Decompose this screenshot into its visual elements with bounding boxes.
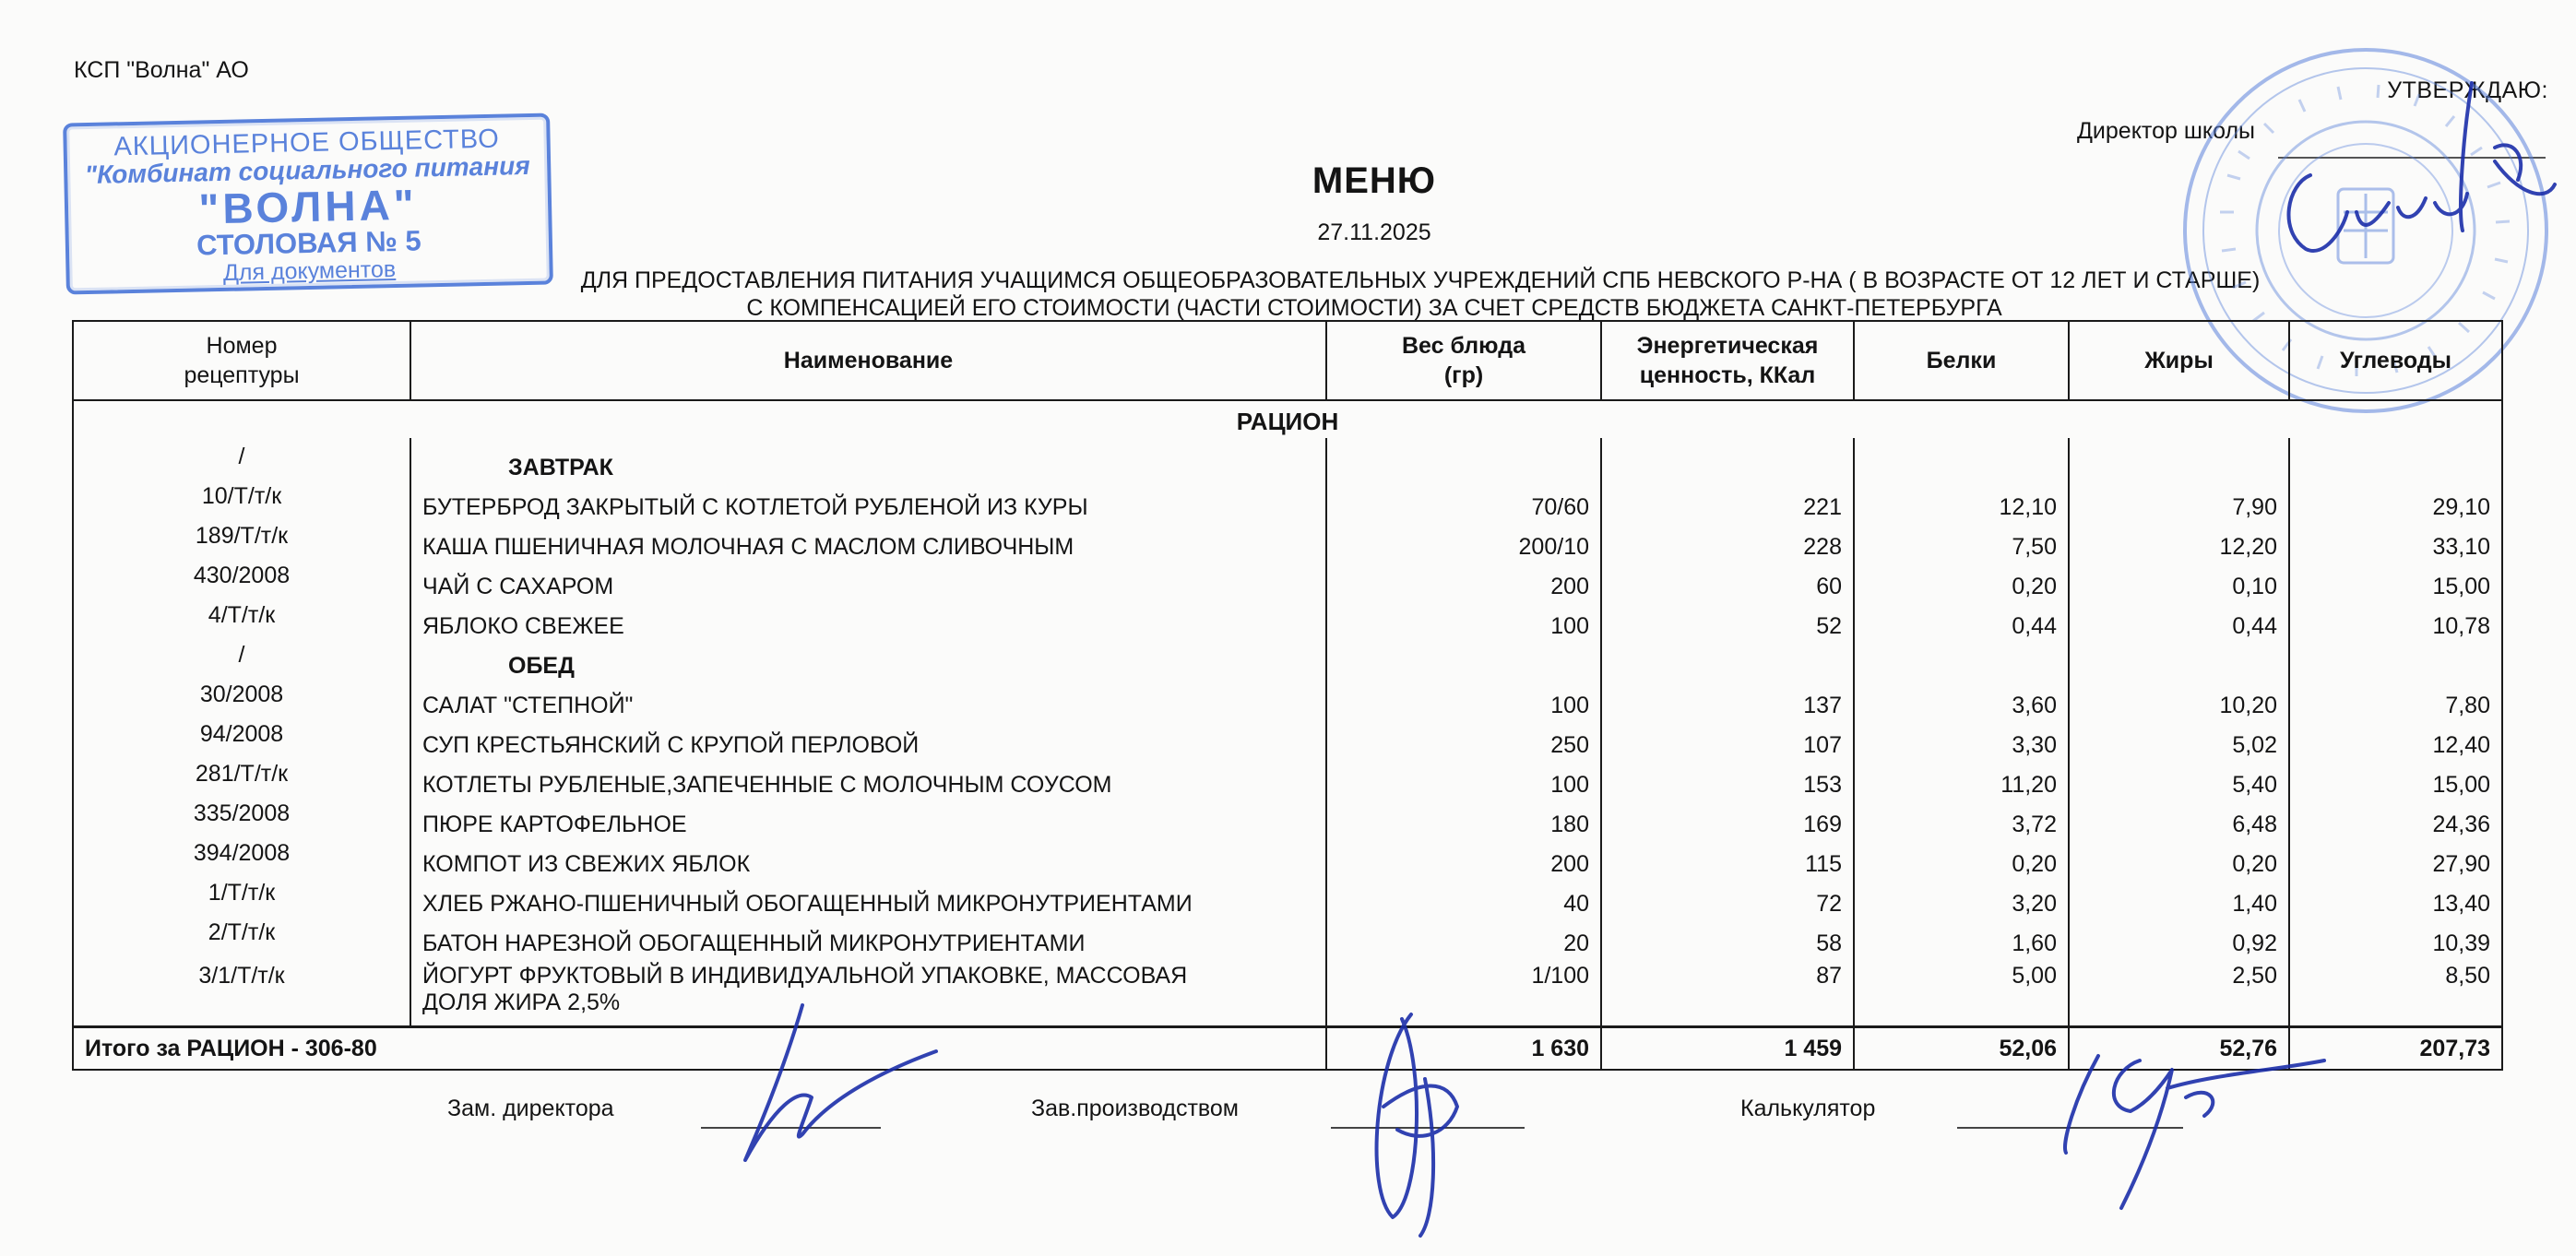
dish-fats: 0,10 xyxy=(2069,563,2289,602)
meal-heading: ОБЕД xyxy=(410,642,1326,681)
dish-energy: 58 xyxy=(1601,919,1854,959)
recipe-code: 335/2008 xyxy=(73,800,410,840)
calculator-label: Калькулятор xyxy=(1740,1096,1876,1121)
stamp-line-1: АКЦИОНЕРНОЕ ОБЩЕСТВО xyxy=(113,124,501,162)
table-row xyxy=(73,880,2502,919)
subtitle-line-1: ДЛЯ ПРЕДОСТАВЛЕНИЯ ПИТАНИЯ УЧАЩИМСЯ ОБЩЕОБРАЗОВАТЕЛЬНЫХ УЧРЕЖДЕНИЙ СПБ НЕВСКОГО Р-НА ( В ВОЗРАСТЕ ОТ 12 ЛЕТ И СТАРШЕ) xyxy=(580,267,2261,293)
dish-weight: 250 xyxy=(1326,721,1601,761)
dish-energy: 137 xyxy=(1601,681,1854,721)
dish-weight: 100 xyxy=(1326,602,1601,642)
stamp-line-3: "ВОЛНА" xyxy=(198,180,419,233)
total-energy: 1 459 xyxy=(1601,1027,1854,1071)
dish-weight: 20 xyxy=(1326,919,1601,959)
subtitle-line-2: С КОМПЕНСАЦИЕЙ ЕГО СТОИМОСТИ (ЧАСТИ СТОИМОСТИ) ЗА СЧЕТ СРЕДСТВ БЮДЖЕТА САНКТ-ПЕТЕРБУРГА xyxy=(746,295,2002,321)
dish-fats: 5,40 xyxy=(2069,761,2289,800)
recipe-code: 4/Т/т/к xyxy=(73,602,410,642)
dish-name: ЙОГУРТ ФРУКТОВЫЙ В ИНДИВИДУАЛЬНОЙ УПАКОВКЕ, МАССОВАЯ ДОЛЯ ЖИРА 2,5% xyxy=(410,959,1326,1027)
dish-name: ЧАЙ С САХАРОМ xyxy=(410,563,1326,602)
total-proteins: 52,06 xyxy=(1854,1027,2069,1071)
dish-carbs: 8,50 xyxy=(2289,959,2502,1027)
table-row xyxy=(73,840,2502,880)
dish-proteins: 5,00 xyxy=(1854,959,2069,1027)
director-label: Директор школы xyxy=(2077,118,2256,144)
menu-table xyxy=(72,320,2503,1071)
dish-energy: 107 xyxy=(1601,721,1854,761)
dish-fats: 7,90 xyxy=(2069,483,2289,523)
recipe-code: 1/Т/т/к xyxy=(73,880,410,919)
table-row xyxy=(73,563,2502,602)
dish-name: КАША ПШЕНИЧНАЯ МОЛОЧНАЯ С МАСЛОМ СЛИВОЧНЫМ xyxy=(410,523,1326,563)
dish-name: СУП КРЕСТЬЯНСКИЙ С КРУПОЙ ПЕРЛОВОЙ xyxy=(410,721,1326,761)
total-row xyxy=(73,1027,2502,1071)
dish-weight: 1/100 xyxy=(1326,959,1601,1027)
table-row xyxy=(73,483,2502,523)
dish-carbs: 15,00 xyxy=(2289,563,2502,602)
column-header-energy: Энергетическая ценность, ККал xyxy=(1601,321,1854,400)
recipe-code: 430/2008 xyxy=(73,563,410,602)
column-header-fats: Жиры xyxy=(2069,321,2289,400)
table-row xyxy=(73,800,2502,840)
dish-carbs: 13,40 xyxy=(2289,880,2502,919)
dish-proteins: 12,10 xyxy=(1854,483,2069,523)
column-header-proteins: Белки xyxy=(1854,321,2069,400)
recipe-code: 30/2008 xyxy=(73,681,410,721)
dish-energy: 221 xyxy=(1601,483,1854,523)
dish-fats: 1,40 xyxy=(2069,880,2289,919)
stamp-line-5: Для документов xyxy=(222,255,397,286)
production-head-label: Зав.производством xyxy=(1031,1096,1239,1121)
dish-proteins: 3,60 xyxy=(1854,681,2069,721)
dish-carbs: 12,40 xyxy=(2289,721,2502,761)
dish-proteins: 3,20 xyxy=(1854,880,2069,919)
recipe-code: / xyxy=(73,642,410,681)
dish-energy: 115 xyxy=(1601,840,1854,880)
dish-name: ЯБЛОКО СВЕЖЕЕ xyxy=(410,602,1326,642)
dish-energy: 153 xyxy=(1601,761,1854,800)
total-carbs: 207,73 xyxy=(2289,1027,2502,1071)
column-header-recipe: Номер рецептуры xyxy=(73,321,410,400)
total-label: Итого за РАЦИОН - 306-80 xyxy=(73,1027,1326,1071)
table-row xyxy=(73,761,2502,800)
table-row xyxy=(73,721,2502,761)
recipe-code: 10/Т/т/к xyxy=(73,483,410,523)
menu-date: 27.11.2025 xyxy=(1317,219,1431,245)
dish-carbs: 10,78 xyxy=(2289,602,2502,642)
meal-heading-row xyxy=(73,438,2502,483)
dish-energy: 60 xyxy=(1601,563,1854,602)
recipe-code: 2/Т/т/к xyxy=(73,919,410,959)
deputy-director-label: Зам. директора xyxy=(447,1096,614,1121)
meal-heading: ЗАВТРАК xyxy=(410,438,1326,483)
dish-name: ПЮРЕ КАРТОФЕЛЬНОЕ xyxy=(410,800,1326,840)
dish-fats: 6,48 xyxy=(2069,800,2289,840)
dish-proteins: 1,60 xyxy=(1854,919,2069,959)
dish-weight: 200/10 xyxy=(1326,523,1601,563)
calculator-signature xyxy=(2065,1056,2324,1208)
total-fats: 52,76 xyxy=(2069,1027,2289,1071)
table-row xyxy=(73,959,2502,1027)
dish-weight: 200 xyxy=(1326,563,1601,602)
recipe-code: 281/Т/т/к xyxy=(73,761,410,800)
dish-name: БАТОН НАРЕЗНОЙ ОБОГАЩЕННЫЙ МИКРОНУТРИЕНТАМИ xyxy=(410,919,1326,959)
dish-name: БУТЕРБРОД ЗАКРЫТЫЙ С КОТЛЕТОЙ РУБЛЕНОЙ ИЗ КУРЫ xyxy=(410,483,1326,523)
column-header-weight: Вес блюда (гр) xyxy=(1326,321,1601,400)
dish-proteins: 7,50 xyxy=(1854,523,2069,563)
dish-proteins: 3,30 xyxy=(1854,721,2069,761)
column-header-carbs: Углеводы xyxy=(2289,321,2502,400)
recipe-code: / xyxy=(73,438,410,483)
dish-name: ХЛЕБ РЖАНО-ПШЕНИЧНЫЙ ОБОГАЩЕННЫЙ МИКРОНУТРИЕНТАМИ xyxy=(410,880,1326,919)
dish-weight: 70/60 xyxy=(1326,483,1601,523)
dish-fats: 10,20 xyxy=(2069,681,2289,721)
dish-name: КОМПОТ ИЗ СВЕЖИХ ЯБЛОК xyxy=(410,840,1326,880)
dish-fats: 5,02 xyxy=(2069,721,2289,761)
section-row xyxy=(73,400,2502,438)
table-row xyxy=(73,523,2502,563)
dish-carbs: 29,10 xyxy=(2289,483,2502,523)
dish-energy: 87 xyxy=(1601,959,1854,1027)
dish-proteins: 0,44 xyxy=(1854,602,2069,642)
organization-name: КСП "Волна" АО xyxy=(74,57,249,83)
deputy-signature-line xyxy=(701,1127,881,1129)
dish-name: САЛАТ "СТЕПНОЙ" xyxy=(410,681,1326,721)
stamp-line-2: "Комбинат социального питания xyxy=(84,151,531,190)
dish-carbs: 24,36 xyxy=(2289,800,2502,840)
dish-weight: 40 xyxy=(1326,880,1601,919)
dish-carbs: 7,80 xyxy=(2289,681,2502,721)
dish-weight: 180 xyxy=(1326,800,1601,840)
meal-heading-row xyxy=(73,642,2502,681)
dish-energy: 52 xyxy=(1601,602,1854,642)
dish-weight: 100 xyxy=(1326,681,1601,721)
table-row xyxy=(73,919,2502,959)
dish-energy: 228 xyxy=(1601,523,1854,563)
recipe-code: 94/2008 xyxy=(73,721,410,761)
dish-proteins: 3,72 xyxy=(1854,800,2069,840)
table-row xyxy=(73,681,2502,721)
table-header-row xyxy=(73,321,2502,400)
page-title: МЕНЮ xyxy=(1312,160,1437,201)
dish-carbs: 27,90 xyxy=(2289,840,2502,880)
dish-proteins: 11,20 xyxy=(1854,761,2069,800)
dish-name: КОТЛЕТЫ РУБЛЕНЫЕ,ЗАПЕЧЕННЫЕ С МОЛОЧНЫМ СОУСОМ xyxy=(410,761,1326,800)
total-weight: 1 630 xyxy=(1326,1027,1601,1071)
dish-fats: 0,44 xyxy=(2069,602,2289,642)
dish-carbs: 15,00 xyxy=(2289,761,2502,800)
dish-carbs: 10,39 xyxy=(2289,919,2502,959)
recipe-code: 394/2008 xyxy=(73,840,410,880)
section-title: РАЦИОН xyxy=(73,400,2502,438)
dish-fats: 2,50 xyxy=(2069,959,2289,1027)
table-row xyxy=(73,602,2502,642)
dish-weight: 200 xyxy=(1326,840,1601,880)
dish-fats: 0,92 xyxy=(2069,919,2289,959)
stamp-line-4: СТОЛОВАЯ № 5 xyxy=(196,224,421,262)
approval-label: УТВЕРЖДАЮ: xyxy=(2387,77,2548,103)
recipe-code: 189/Т/т/к xyxy=(73,523,410,563)
dish-fats: 12,20 xyxy=(2069,523,2289,563)
dish-proteins: 0,20 xyxy=(1854,563,2069,602)
column-header-name: Наименование xyxy=(410,321,1326,400)
dish-weight: 100 xyxy=(1326,761,1601,800)
dish-proteins: 0,20 xyxy=(1854,840,2069,880)
dish-energy: 72 xyxy=(1601,880,1854,919)
production-signature-line xyxy=(1331,1127,1525,1129)
recipe-code: 3/1/Т/т/к xyxy=(73,959,410,1027)
calculator-signature-line xyxy=(1957,1127,2183,1129)
dish-energy: 169 xyxy=(1601,800,1854,840)
dish-fats: 0,20 xyxy=(2069,840,2289,880)
dish-carbs: 33,10 xyxy=(2289,523,2502,563)
